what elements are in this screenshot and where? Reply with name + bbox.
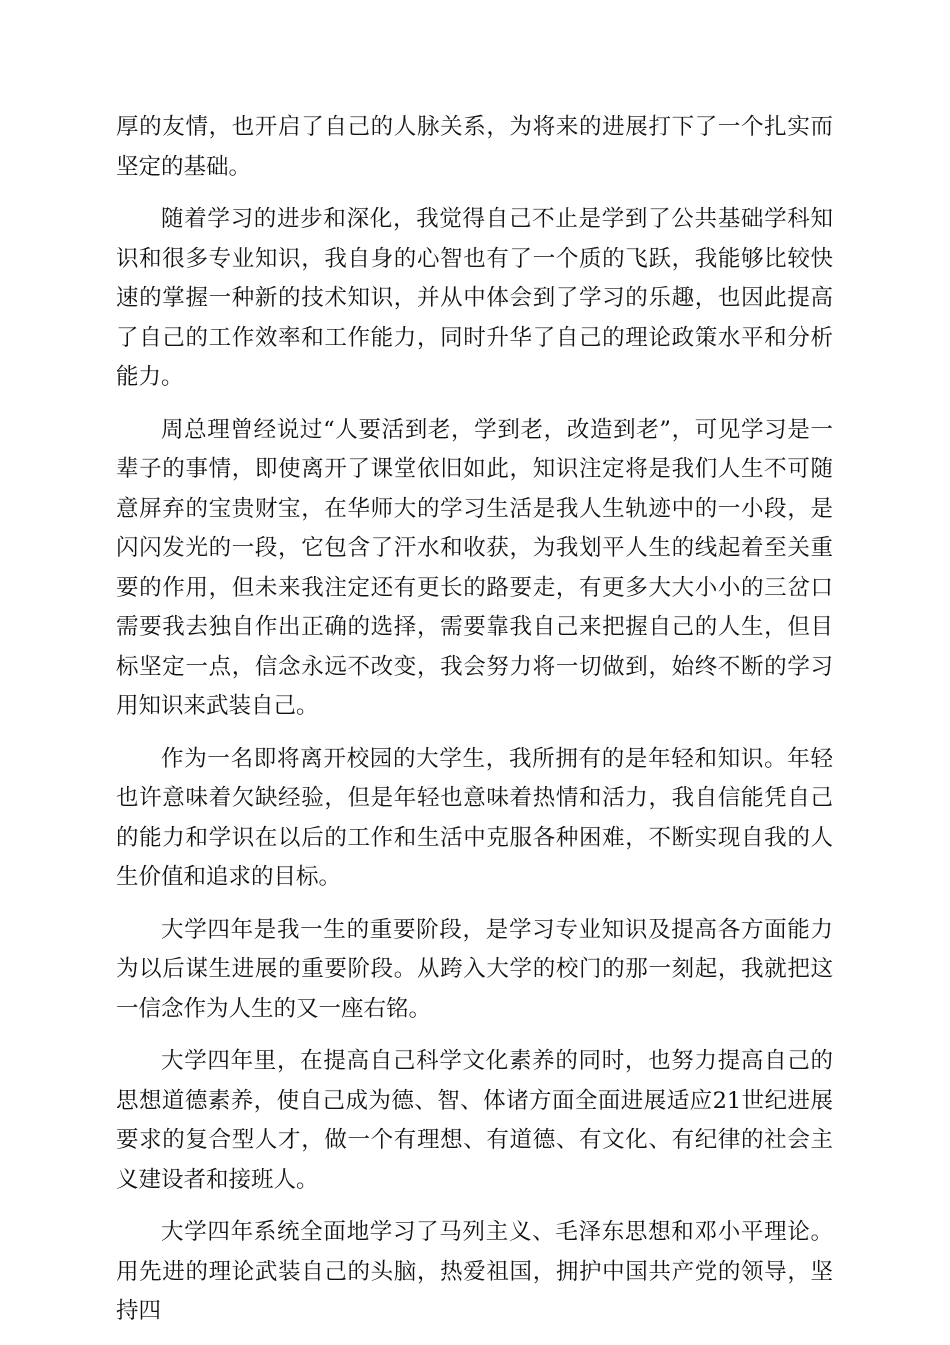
paragraph-4: 作为一名即将离开校园的大学生，我所拥有的是年轻和知识。年轻也许意味着欠缺经验，但是年轻也意味着热情和活力，我自信能凭自己的能力和学识在以后的工作和生活中克服各种困难，不断实现自我的人生价值和追求的目标。 [116, 745, 833, 890]
paragraph-7: 大学四年系统全面地学习了马列主义、毛泽东思想和邓小平理论。用先进的理论武装自己的头脑，热爱祖国，拥护中国共产党的领导，坚持四 [116, 1219, 833, 1324]
paragraph-6: 大学四年里，在提高自己科学文化素养的同时，也努力提高自己的思想道德素养，使自己成为德、智、体诸方面全面进展适应21世纪进展要求的复合型人才，做一个有理想、有道德、有文化、有纪律的社会主义建设者和接班人。 [116, 1048, 833, 1193]
paragraph-2: 随着学习的进步和深化，我觉得自己不止是学到了公共基础学科知识和很多专业知识，我自身的心智也有了一个质的飞跃，我能够比较快速的掌握一种新的技术知识，并从中体会到了学习的乐趣，也因此提高了自己的工作效率和工作能力，同时升华了自己的理论政策水平和分析能力。 [116, 206, 833, 390]
paragraph-1: 厚的友情，也开启了自己的人脉关系，为将来的进展打下了一个扎实而坚定的基础。 [116, 114, 833, 180]
document-body [116, 108, 833, 1345]
paragraph-3: 周总理曾经说过“人要活到老，学到老，改造到老”，可见学习是一辈子的事情，即使离开了课堂依旧如此，知识注定将是我们人生不可随意屏弃的宝贵财宝，在华师大的学习生活是我人生轨迹中的一小段，是闪闪发光的一段，它包含了汗水和收获，为我划平人生的线起着至关重要的作用，但未来我注定还有更长的路要走，有更多大大小小的三岔口需要我去独自作出正确的选择，需要靠我自己来把握自己的人生，但目标坚定一点，信念永远不改变，我会努力将一切做到，始终不断的学习用知识来武装自己。 [116, 416, 833, 719]
paragraph-5: 大学四年是我一生的重要阶段，是学习专业知识及提高各方面能力为以后谋生进展的重要阶段。从跨入大学的校门的那一刻起，我就把这一信念作为人生的又一座右铭。 [116, 916, 833, 1022]
